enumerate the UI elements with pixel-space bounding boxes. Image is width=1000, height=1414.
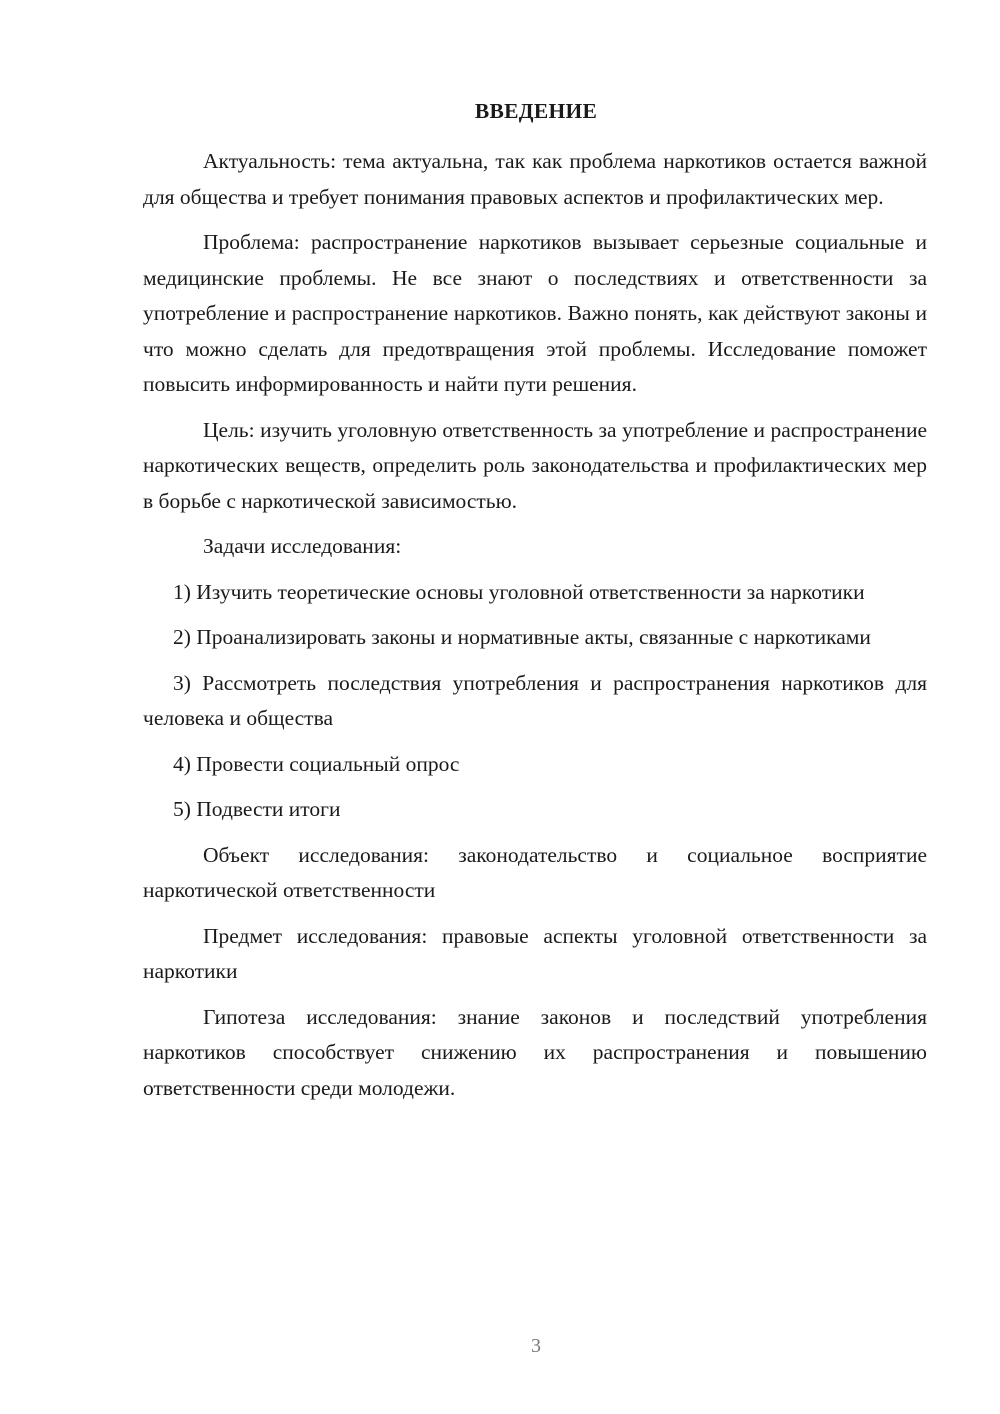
document-body [143,144,927,1116]
paragraph-object: Объект исследования: законодательство и социальное восприятие наркотической ответственности [143,842,927,902]
paragraph-relevance: Актуальность: тема актуальна, так как проблема наркотиков остается важной для общества и требует понимания правовых аспектов и профилактических мер. [143,149,927,209]
paragraph-goal: Цель: изучить уголовную ответственность за употребление и распространение наркотических веществ, определить роль законодательства и профилактических мер в борьбе с наркотической зависимостью. [143,417,927,513]
page-title: ВВЕДЕНИЕ [474,99,598,123]
paragraph-hypothesis: Гипотеза исследования: знание законов и последствий употребления наркотиков способствует снижению их распространения и повышению ответственности среди молодежи. [143,1004,927,1100]
task-item-2: 2) Проанализировать законы и нормативные акты, связанные с наркотиками [173,625,871,649]
task-item-4: 4) Провести социальный опрос [173,751,460,776]
task-item-3: 3) Рассмотреть последствия употребления и распространения наркотиков для человека и общества [143,670,927,730]
paragraph-problem: Проблема: распространение наркотиков вызывает серьезные социальные и медицинские проблемы. Не все знают о последствиях и ответственности за употребление и распространение наркотиков. Важно понять, как действуют законы и что можно сделать для предотвращения этой проблемы. Исследование поможет повысить информированность и найти пути решения. [143,230,927,396]
paragraph-subject: Предмет исследования: правовые аспекты уголовной ответственности за наркотики [143,923,927,983]
tasks-heading: Задачи исследования: [203,534,402,558]
task-item-1: 1) Изучить теоретические основы уголовной ответственности за наркотики [173,579,865,604]
page-number: 3 [531,1335,541,1357]
task-item-5: 5) Подвести итоги [173,797,341,821]
